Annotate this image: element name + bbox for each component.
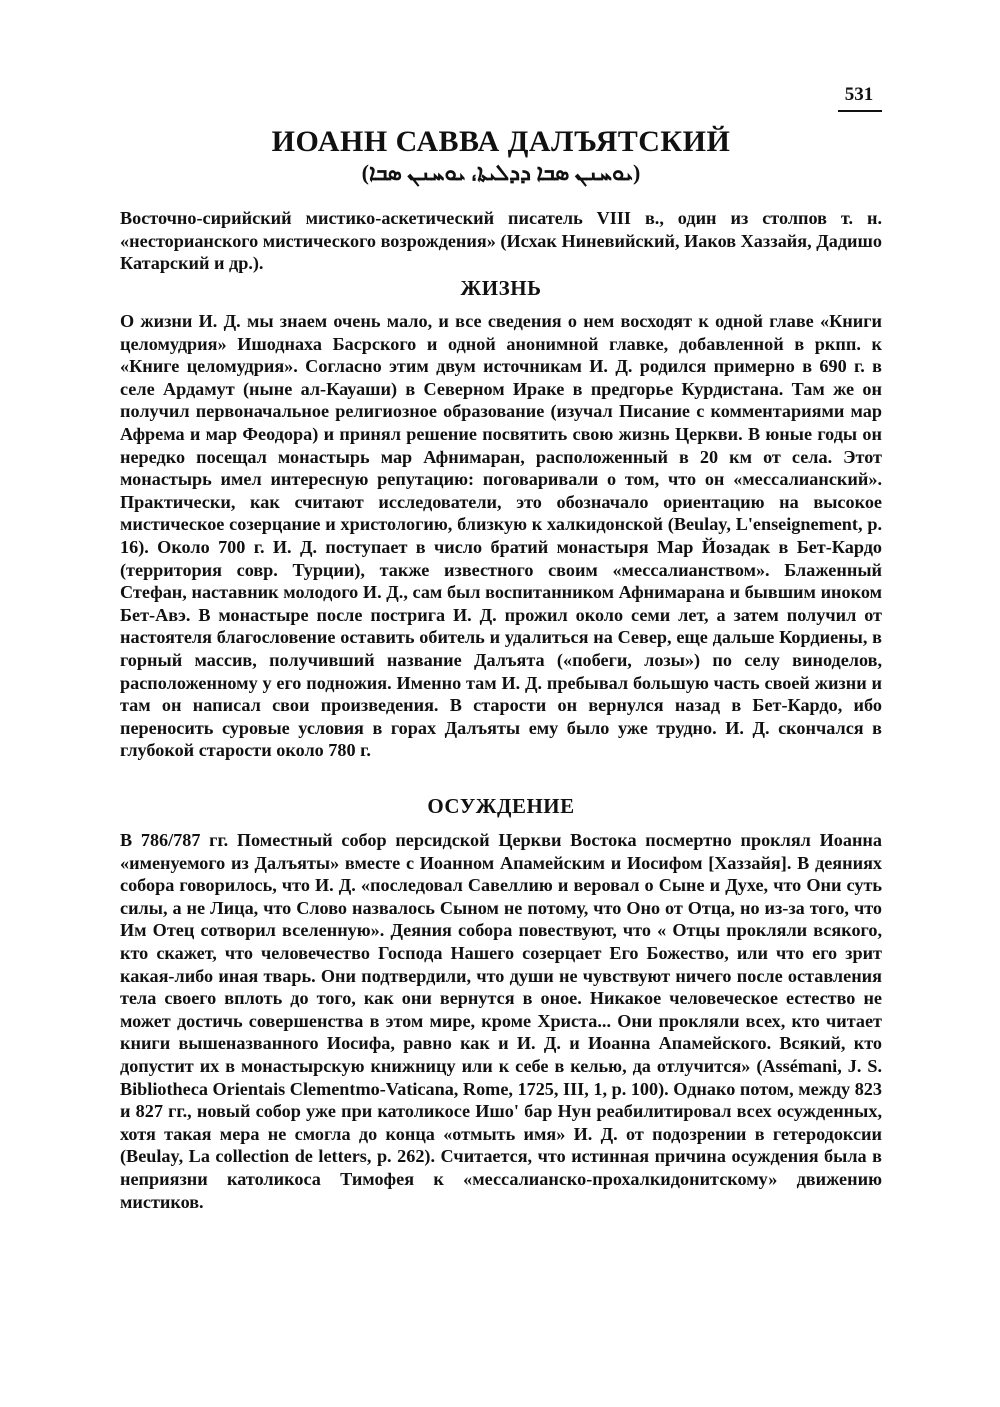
page-number: 531 — [844, 84, 874, 105]
article-title: ИОАНН САВВА ДАЛЪЯТСКИЙ — [271, 125, 731, 158]
life-paragraph: О жизни И. Д. мы знаем очень мало, и все сведения о нем восходят к одной главе «Книги целомудрия» Ишоднаха Басрского и одной анонимной главке, добавленной в ркпп. к «Книге целомудрия». Согласно этим двум источникам И. Д. родился примерно в 690 г. в селе Ардамут (ныне ал-Кауаши) в Северном Ираке в предгорье Курдистана. Там же он получил первоначальное религиозное образование (изучал Писание с комментариями мар Афрема и мар Феодора) и принял решение посвятить свою жизнь Церкви. В юные годы он нередко посещал монастырь мар Афнимаран, расположенный в 20 км от села. Этот монастырь имел интересную репутацию: поговаривали о том, что он «мессалианский». Практически, как считают исследователи, это обозначало ориентацию на высокое мистическое созерцание и христологию, близкую к халкидонской (Beulay, L'enseignement, p. 16). Около 700 г. И. Д. поступает в число братий монастыря Мар Йозадак в Бет-Кардо (территория совр. Турции), также известного своим «мессалианством». Блаженный Стефан, наставник молодого И. Д., сам был воспитанником Афнимарана и бывшим иноком Бет-Авэ. В монастыре после пострига И. Д. прожил около семи лет, а затем получил от настоятеля благословение оставить обитель и удалиться на Север, еще дальше Кордиены, в горный массив, получивший название Далъята («побеги, лозы») по селу виноделов, расположенному у его подножия. Именно там И. Д. пребывал большую часть своей жизни и там он написал свои произведения. В старости он вернулся назад в Бет-Кардо, ибо переносить суровые условия в горах Далъяты ему было уже трудно. И. Д. скончался в глубокой старости около 780 г. — [120, 311, 882, 761]
syriac-title: (ܝܘܚܢܢ ܣܒܐ ܕܕܠܝܬܐ، ܝܘܚܢܢ ܣܒܐ) — [361, 160, 641, 185]
section-heading-life: ЖИЗНЬ — [460, 276, 542, 300]
page-number-rule — [838, 110, 882, 112]
section-heading-condemnation: ОСУЖДЕНИЕ — [427, 794, 575, 818]
intro-paragraph: Восточно-сирийский мистико-аскетический писатель VIII в., один из столпов т. н. «несторианского мистического возрождения» (Исхак Ниневийский, Иаков Хаззайя, Дадишо Катарский и др.). — [120, 208, 882, 274]
condemnation-paragraph: В 786/787 гг. Поместный собор персидской Церкви Востока посмертно проклял Иоанна «именуемого из Далъяты» вместе с Иоанном Апамейским и Иосифом [Хаззайя]. В деяниях собора говорилось, что И. Д. «последовал Савеллию и веровал о Сыне и Духе, что Они суть силы, а не Лица, что Слово назвалось Сыном не потому, что Оно от Отца, но из-за того, что Им Отец сотворил вселенную». Деяния собора повествуют, что « Отцы прокляли всякого, кто скажет, что человечество Господа Нашего созерцает Его Божество, или что его зрит какая-либо иная тварь. Они подтвердили, что души не чувствуют ничего после оставления тела своего вплоть до того, как они вернутся в оное. Никакое человеческое естество не может достичь совершенства в этом мире, кроме Христа... Они прокляли всех, кто читает книги вышеназванного Иосифа, равно как и И. Д. и Иоанна Апамейского. Всякий, кто допустит их в монастырскую книжницу или к себе в келью, да отлучится» (Assémani, J. S. Bibliotheca Orientais Clementmo-Vaticana, Rome, 1725, III, 1, p. 100). Однако потом, между 823 и 827 гг., новый собор уже при католикосе Ишо' бар Нун реабилитировал всех осужденных, хотя такая мера не смогла до конца «отмыть имя» И. Д. от подозрении в гетеродоксии (Beulay, La collection de letters, p. 262). Считается, что истинная причина осуждения была в неприязни католикоса Тимофея к «мессалианско-прохалкидонитскому» движению мистиков. — [120, 830, 882, 1212]
